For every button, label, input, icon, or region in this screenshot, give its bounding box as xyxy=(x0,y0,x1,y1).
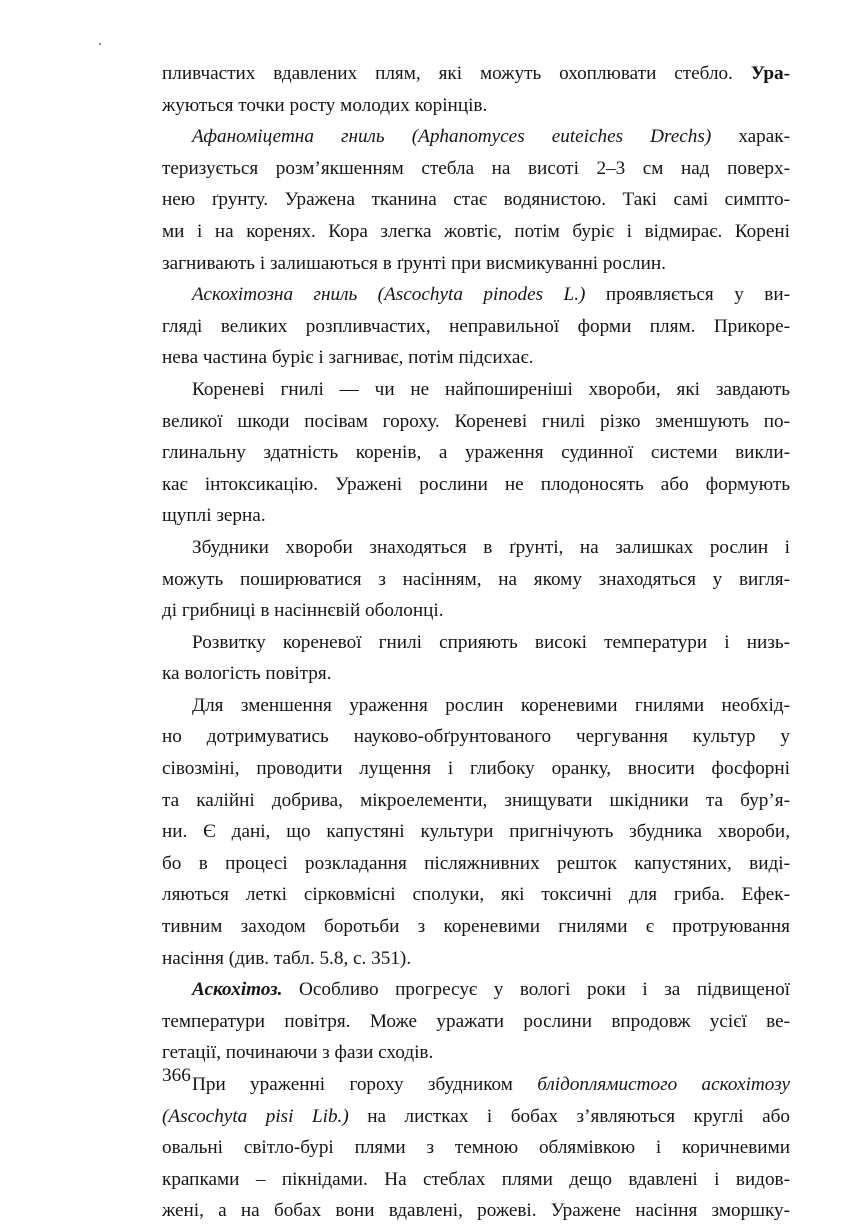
text-line xyxy=(162,121,790,153)
text-run: Збудники хвороби знаходяться в ґрунті, на залишках рослин і xyxy=(192,536,790,558)
text-run: тивним заходом боротьби з кореневими гнилями є протруювання xyxy=(162,916,790,938)
bold-italic-run: Аскохітоз. xyxy=(192,979,283,1001)
text-run: Розвитку кореневої гнилі сприяють високі температури і низь- xyxy=(192,631,790,653)
text-run: но дотримуватись науково-обґрунтованого чергування культур у xyxy=(162,726,790,748)
text-line xyxy=(162,816,790,848)
text-run: насіння (див. табл. 5.8, с. 351). xyxy=(162,947,412,969)
text-run: теризується розм’якшенням стебла на висоті 2–3 см над поверх- xyxy=(162,157,790,179)
text-line xyxy=(162,279,790,311)
text-run: ни. Є дані, що капустяні культури пригнічують збудника хвороби, xyxy=(162,821,790,843)
page-text xyxy=(162,58,790,1227)
text-line xyxy=(162,1195,790,1227)
text-run: щуплі зерна. xyxy=(162,505,266,527)
text-run: Кореневі гнилі — чи не найпоширеніші хвороби, які завдають xyxy=(192,378,790,400)
text-run: Для зменшення ураження рослин кореневими гнилями необхід- xyxy=(192,694,790,716)
text-line xyxy=(162,564,790,596)
text-line xyxy=(162,184,790,216)
text-run: на листках і бобах з’являються круглі або xyxy=(348,1105,790,1127)
text-run: гляді великих розпливчастих, неправильної форми плям. Прикоре- xyxy=(162,315,790,337)
text-line xyxy=(162,627,790,659)
text-line xyxy=(162,753,790,785)
text-line xyxy=(162,943,790,975)
text-line xyxy=(162,1101,790,1133)
text-line xyxy=(162,406,790,438)
text-run: нева частина буріє і загниває, потім підсихає. xyxy=(162,347,534,369)
text-run: можуть поширюватися з насінням, на якому знаходяться у вигля- xyxy=(162,568,790,590)
text-line xyxy=(162,532,790,564)
text-run: ка вологість повітря. xyxy=(162,663,332,685)
text-line xyxy=(162,248,790,280)
text-run: кає інтоксикацію. Уражені рослини не плодоносять або формують xyxy=(162,473,790,495)
italic-run: (Ascochyta pisi Lib.) xyxy=(162,1105,349,1127)
text-line xyxy=(162,58,790,90)
text-run: харак- xyxy=(711,126,791,148)
text-line xyxy=(162,311,790,343)
text-line xyxy=(162,437,790,469)
speck-mark xyxy=(99,43,101,45)
italic-run: блідоплямистого аскохітозу xyxy=(537,1074,790,1095)
text-run: пливчастих вдавлених плям, які можуть охоплювати стебло. xyxy=(162,63,751,84)
text-line xyxy=(162,658,790,690)
italic-run: Афаноміцетна гниль (Aphanomyces euteiches Drechs) xyxy=(192,126,712,148)
text-run: овальні світло-бурі плями з темною облямівкою і коричневими xyxy=(162,1137,790,1159)
text-line xyxy=(162,374,790,406)
text-line xyxy=(162,500,790,532)
text-run: сівозміні, проводити лущення і глибоку оранку, вносити фосфорні xyxy=(162,758,790,780)
text-run: глинальну здатність коренів, а ураження судинної системи викли- xyxy=(162,442,790,464)
text-line xyxy=(162,216,790,248)
text-run: ляються леткі сірковмісні сполуки, які токсичні для гриба. Ефек- xyxy=(162,884,790,906)
text-line xyxy=(162,90,790,122)
text-run: Особливо прогресує у вологі роки і за підвищеної xyxy=(282,979,790,1001)
text-run: гетації, починаючи з фази сходів. xyxy=(162,1042,434,1064)
text-run: великої шкоди посівам гороху. Кореневі гнилі різко зменшують по- xyxy=(162,410,790,432)
text-line xyxy=(162,1006,790,1038)
text-run: бо в процесі розкладання післяжнивних решток капустяних, виді- xyxy=(162,852,790,874)
text-line xyxy=(162,785,790,817)
text-run: ді грибниці в насіннєвій оболонці. xyxy=(162,600,444,622)
text-line xyxy=(162,690,790,722)
text-run: та калійні добрива, мікроелементи, знищувати шкідники та бур’я- xyxy=(162,789,790,811)
text-line xyxy=(162,848,790,880)
text-line xyxy=(162,595,790,627)
text-run: При ураженні гороху збудником xyxy=(192,1074,538,1095)
bold-run: Ура- xyxy=(750,63,790,84)
text-run: нею ґрунту. Уражена тканина стає водянистою. Такі самі симпто- xyxy=(162,189,790,211)
text-run: жуються точки росту молодих корінців. xyxy=(162,94,488,116)
text-run: температури повітря. Може уражати рослини впродовж усієї ве- xyxy=(162,1010,790,1032)
text-line xyxy=(162,469,790,501)
text-line xyxy=(162,1037,790,1069)
text-line xyxy=(162,1132,790,1164)
text-line xyxy=(162,1069,790,1101)
page-number: 366 xyxy=(162,1065,191,1086)
text-line xyxy=(162,153,790,185)
text-run: ми і на коренях. Кора злегка жовтіє, потім буріє і відмирає. Корені xyxy=(162,220,790,242)
text-run: проявляється у ви- xyxy=(585,284,790,306)
text-run: загнивають і залишаються в ґрунті при висмикуванні рослин. xyxy=(162,252,666,274)
text-line xyxy=(162,911,790,943)
text-line xyxy=(162,721,790,753)
text-run: крапками – пікнідами. На стеблах плями дещо вдавлені і видов- xyxy=(162,1168,790,1190)
text-line xyxy=(162,974,790,1006)
text-run: жені, а на бобах вони вдавлені, рожеві. Уражене насіння зморшку- xyxy=(162,1200,790,1222)
text-line xyxy=(162,879,790,911)
italic-run: Аскохітозна гниль (Ascochyta pinodes L.) xyxy=(192,284,586,306)
text-line xyxy=(162,1164,790,1196)
text-line xyxy=(162,342,790,374)
